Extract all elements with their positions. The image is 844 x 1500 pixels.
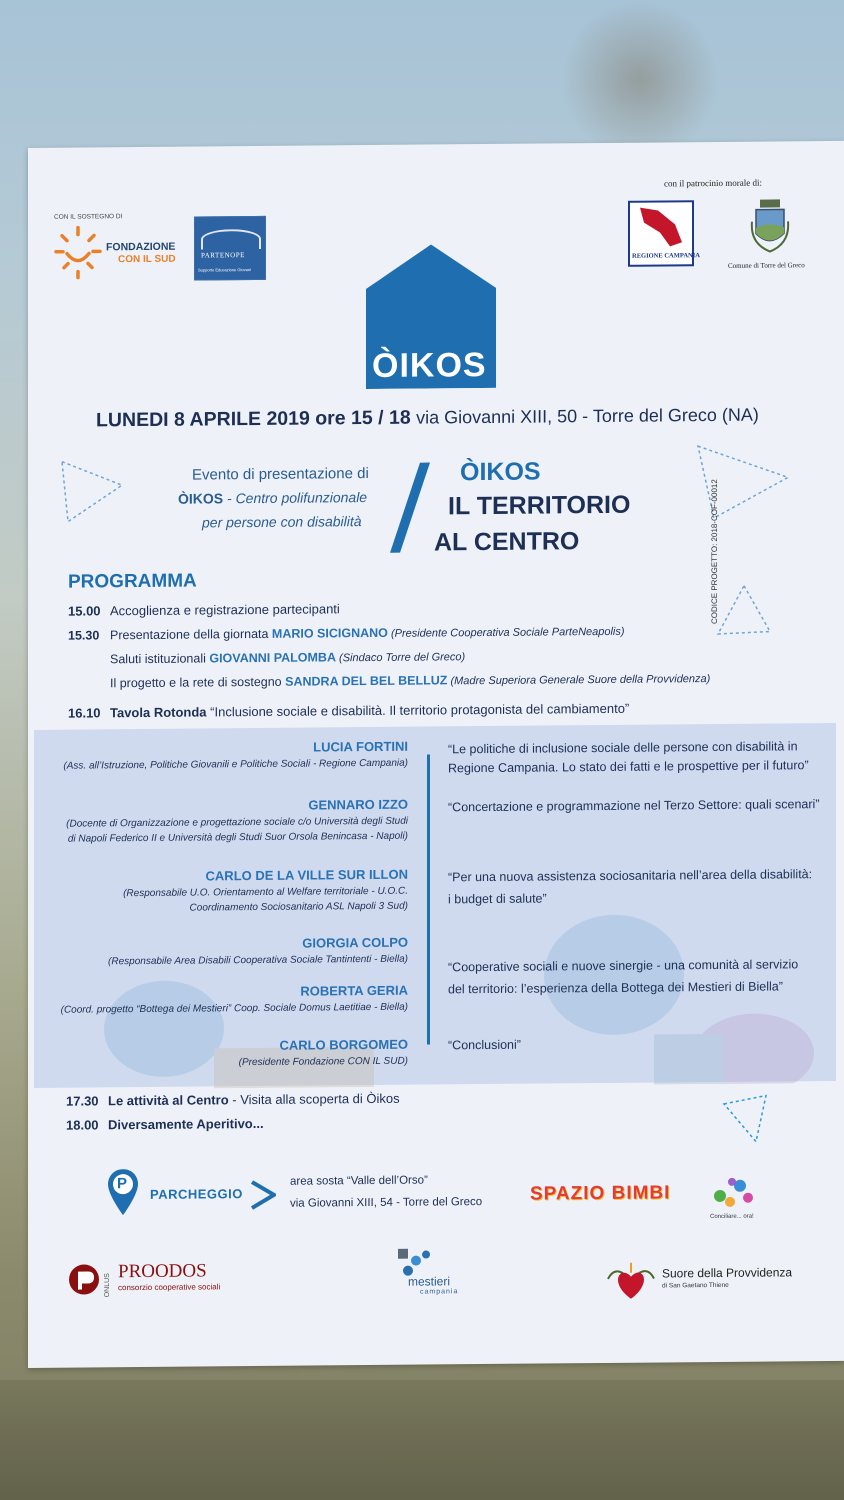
conciliare-logo-icon xyxy=(710,1172,756,1212)
headline-1: ÒIKOS xyxy=(460,457,541,487)
talk-text: “Cooperative sociali e nuove sinergie - una comunità al servizio xyxy=(448,957,799,975)
program-item-1 xyxy=(68,601,340,618)
parking-line2: via Giovanni XIII, 54 - Torre del Greco xyxy=(290,1196,483,1210)
closing-label: Diversamente Aperitivo... xyxy=(108,1115,264,1133)
slash-divider xyxy=(390,462,430,552)
support-label: CON IL SOSTEGNO DI xyxy=(54,213,123,221)
program-item-4 xyxy=(110,671,710,690)
program-time: 15.00 xyxy=(68,603,101,619)
speaker-name: GENNARO IZZO xyxy=(308,796,408,813)
program-speaker: MARIO SICIGNANO xyxy=(271,625,388,641)
triangle-decoration-small xyxy=(714,581,774,642)
talk-text: “Conclusioni” xyxy=(448,1037,521,1053)
spazio-bimbi-logo: SPAZIO BIMBI xyxy=(530,1182,671,1205)
oikos-logo-text: ÒIKOS xyxy=(372,345,487,385)
comune-text: Comune di Torre del Greco xyxy=(728,261,805,270)
regione-map-icon xyxy=(630,202,692,253)
round-table xyxy=(68,701,629,721)
talk-text: i budget di salute” xyxy=(448,891,547,907)
triangle-decoration-bottom xyxy=(716,1091,776,1148)
intro-line3: per persone con disabilità xyxy=(202,513,362,531)
talk-3 xyxy=(448,865,812,909)
speaker-role: di Napoli Federico II e Università degli Studi Suor Orsola Benincasa - Napoli) xyxy=(67,830,408,845)
mestieri-name: mestieri xyxy=(408,1274,451,1289)
intro-centro: - Centro polifunzionale xyxy=(223,489,368,507)
program-role: (Presidente Cooperativa Sociale ParteNeapolis) xyxy=(387,625,625,640)
talk-text: “Concertazione e programmazione nel Terzo Settore: quali scenari” xyxy=(448,797,820,815)
program-time: 15.30 xyxy=(68,628,100,643)
round-table-time: 16.10 xyxy=(68,705,101,721)
regione-logo xyxy=(628,200,700,267)
program-speaker: GIOVANNI PALOMBA xyxy=(209,650,336,666)
closing-item-1 xyxy=(66,1091,400,1109)
program-item-3 xyxy=(110,649,465,666)
fondazione-sun-icon xyxy=(54,223,102,279)
event-place: via Giovanni XIII, 50 - Torre del Greco (NA) xyxy=(416,404,759,428)
speakers-divider xyxy=(427,754,430,1044)
event-line xyxy=(96,404,759,433)
mestieri-sub: campania xyxy=(420,1288,459,1296)
onlus-label: ONLUS xyxy=(104,1273,111,1298)
talk-text: “Per una nuova assistenza sociosanitaria nell’area della disabilità: xyxy=(448,867,813,885)
partenope-emblem xyxy=(201,229,261,250)
parking-label: PARCHEGGIO xyxy=(150,1186,243,1202)
parking-line1: area sosta “Valle dell’Orso” xyxy=(290,1174,428,1188)
speaker-name: CARLO BORGOMEO xyxy=(279,1036,408,1053)
partenope-text: PARTENOPE xyxy=(201,251,245,260)
programma-title: PROGRAMMA xyxy=(68,570,197,593)
regione-text: REGIONE CAMPANIA xyxy=(632,252,700,260)
comune-crest-icon xyxy=(750,197,790,255)
program-text: Presentazione della giornata xyxy=(110,626,272,643)
event-date: LUNEDI 8 APRILE 2019 xyxy=(96,407,310,432)
speaker-3 xyxy=(123,867,408,916)
fondazione-sub: CON IL SUD xyxy=(118,253,176,266)
closing-text: - Visita alla scoperta di Òikos xyxy=(228,1090,400,1108)
parking-pin-letter: P xyxy=(117,1175,128,1193)
patronage-label: con il patrocinio morale di: xyxy=(664,177,762,189)
talk-4 xyxy=(448,955,798,999)
program-item-2 xyxy=(68,624,625,643)
talk-text: Regione Campania. Lo stato dei fatti e le prospettive per il futuro” xyxy=(448,758,809,776)
proodos-name: PROODOS xyxy=(118,1260,207,1283)
speaker-role: (Presidente Fondazione CON IL SUD) xyxy=(238,1055,408,1069)
speaker-role: Coordinamento Sociosanitario ASL Napoli 3 Sud) xyxy=(189,900,408,914)
speaker-5 xyxy=(61,983,408,1018)
partenope-logo xyxy=(194,216,266,281)
speaker-role: (Responsabile Area Disabili Cooperativa Sociale Tantintenti - Biella) xyxy=(108,953,408,968)
event-time: ore 15 / 18 xyxy=(315,406,411,430)
suore-name: Suore della Provvidenza xyxy=(662,1265,793,1281)
program-text: Accoglienza e registrazione partecipanti xyxy=(110,601,340,619)
project-code: CODICE PROGETTO: 2018-COF-00012 xyxy=(710,479,719,625)
closing-label: Le attività al Centro xyxy=(108,1092,229,1109)
talk-text: “Le politiche di inclusione sociale delle persone con disabilità in xyxy=(448,739,798,757)
speaker-1 xyxy=(63,739,408,774)
headline-2: IL TERRITORIO xyxy=(448,490,631,521)
speaker-role: (Ass. all’Istruzione, Politiche Giovanili e Politiche Sociali - Regione Campania) xyxy=(63,757,408,772)
proodos-logo-icon xyxy=(68,1263,100,1295)
program-text: Il progetto e la rete di sostegno xyxy=(110,674,286,691)
triangle-decoration-right xyxy=(694,441,794,522)
program-speaker: SANDRA DEL BEL BELLUZ xyxy=(285,673,448,689)
speaker-2 xyxy=(66,797,408,847)
talk-1 xyxy=(448,737,809,778)
speaker-6 xyxy=(239,1037,408,1070)
speaker-role: (Responsabile U.O. Orientamento al Welfare territoriale - U.O.C. xyxy=(123,885,408,900)
intro-line1: Evento di presentazione di xyxy=(192,465,369,484)
suore-sub: di San Gaetano Thiene xyxy=(662,1281,729,1290)
round-table-label: Tavola Rotonda xyxy=(110,704,207,721)
proodos-sub: consorzio cooperative sociali xyxy=(118,1282,221,1293)
speaker-name: ROBERTA GERIA xyxy=(300,982,408,999)
speaker-name: LUCIA FORTINI xyxy=(313,738,408,755)
closing-time: 17.30 xyxy=(66,1093,99,1109)
round-table-title: “Inclusione sociale e disabilità. Il territorio protagonista del cambiamento” xyxy=(206,700,630,720)
speaker-name: CARLO DE LA VILLE SUR ILLON xyxy=(205,866,408,884)
intro-line2 xyxy=(178,489,367,507)
speaker-role: (Coord. progetto “Bottega dei Mestieri” Coop. Sociale Domus Laetitiae - Biella) xyxy=(60,1001,408,1016)
chevron-right-icon xyxy=(250,1180,276,1210)
program-role: (Sindaco Torre del Greco) xyxy=(335,651,466,665)
poster xyxy=(28,141,844,1368)
background-tree xyxy=(560,0,720,160)
partenope-subtext: Supporto Educazione Giovani xyxy=(198,267,251,273)
sacred-heart-icon xyxy=(606,1259,656,1303)
conciliare-text: Conciliare... ora! xyxy=(710,1213,754,1221)
talk-2 xyxy=(448,795,819,817)
program-role: (Madre Superiora Generale Suore della Provvidenza) xyxy=(447,673,711,688)
background-foliage xyxy=(0,1380,844,1500)
triangle-decoration-left xyxy=(58,457,128,528)
talk-text: del territorio: l’esperienza della Bottega dei Mestieri di Biella” xyxy=(448,979,783,997)
speaker-name: GIORGIA COLPO xyxy=(302,934,408,951)
closing-item-2 xyxy=(66,1116,264,1133)
program-text: Saluti istituzionali xyxy=(110,651,210,667)
talk-5 xyxy=(448,1036,521,1056)
fondazione-name: FONDAZIONE xyxy=(106,240,176,254)
speaker-4 xyxy=(108,935,408,970)
closing-time: 18.00 xyxy=(66,1117,99,1133)
intro-oikos: ÒIKOS xyxy=(178,490,224,507)
speaker-role: (Docente di Organizzazione e progettazione sociale c/o Università degli Studi xyxy=(66,815,408,830)
headline-3: AL CENTRO xyxy=(434,527,580,557)
